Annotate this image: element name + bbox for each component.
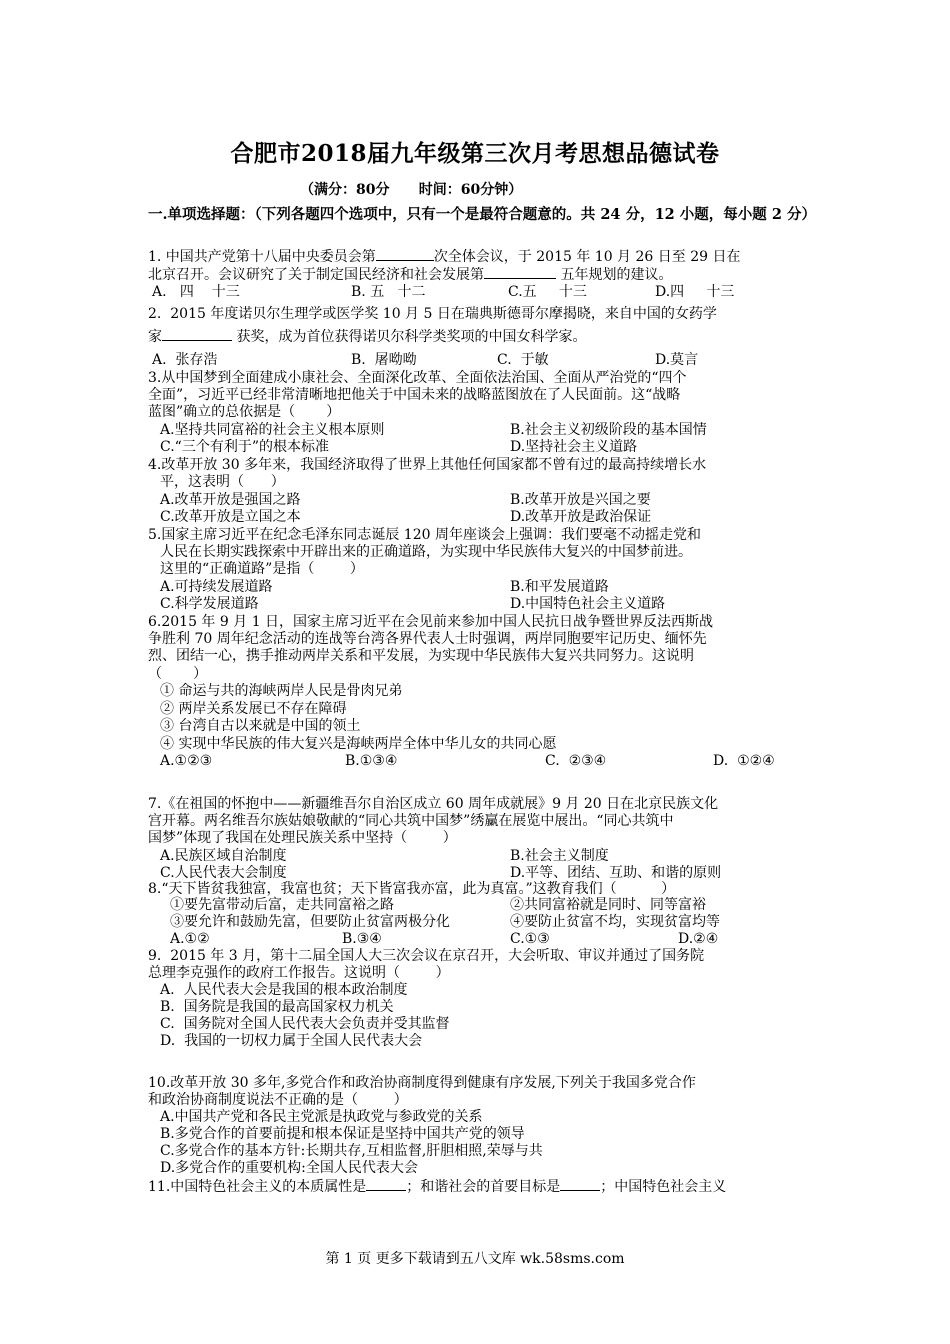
q2-option-a: A. 张存浩: [152, 352, 218, 368]
q6-statement-2: ② 两岸关系发展已不存在障碍: [160, 701, 347, 717]
q4-line2: 平，这表明（ ）: [160, 474, 285, 490]
q2-option-b: B. 屠呦呦: [351, 352, 417, 368]
q3-line3: 蓝图”确立的总依据是（ ）: [148, 404, 341, 420]
q4-line1: 4.改革开放 30 多年来，我国经济取得了世界上其他任何国家都不曾有过的最高持续增长水: [148, 457, 707, 473]
q7-option-d: D.平等、团结、互助、和谐的原则: [510, 865, 722, 881]
section-heading: 一.单项选择题：（下列各题四个选项中，只有一个是最符合题意的。共 24 分，12 小题，每小题 2 分）: [148, 206, 816, 223]
q4-option-a: A.改革开放是强国之路: [160, 492, 301, 508]
answer-blank: [560, 1178, 600, 1191]
q6-option-d: D. ①②④: [713, 753, 775, 769]
q1-line1: 1. 中国共产党第十八届中央委员会第 次全体会议，于 2015 年 10 月 26 日至 29 日在: [148, 249, 741, 265]
q2-line2: 家 获奖，成为首位获得诺贝尔科学类奖项的中国女科学家。: [148, 329, 587, 345]
q4-option-d: D.改革开放是政治保证: [510, 509, 652, 525]
q10-option-c: C.多党合作的基本方针:长期共存,互相监督,肝胆相照,荣辱与共: [160, 1143, 543, 1159]
q2-option-c: C. 于敏: [497, 352, 549, 368]
q2-option-d: D.莫言: [655, 352, 699, 368]
q8-option-a: A.①②: [170, 931, 210, 947]
q8-option-b: B.③④: [342, 931, 382, 947]
answer-blank: [376, 248, 434, 261]
q6-statement-3: ③ 台湾自古以来就是中国的领土: [160, 718, 361, 734]
q3-option-a: A.坚持共同富裕的社会主义根本原则: [160, 422, 385, 438]
q9-line2: 总理李克强作的政府工作报告。这说明（ ）: [148, 965, 450, 981]
q10-line1: 10.改革开放 30 多年,多党合作和政治协商制度得到健康有序发展,下列关于我国多党合作: [148, 1075, 696, 1091]
q11-line1: 11.中国特色社会主义的本质属性是 ；和谐社会的首要目标是 ；中国特色社会主义: [148, 1179, 727, 1195]
q5-option-d: D.中国特色社会主义道路: [510, 596, 666, 612]
answer-blank: [484, 266, 556, 279]
q6-option-b: B.①③④: [345, 753, 398, 769]
q1-option-d: D.四 十三: [655, 284, 735, 300]
q10-option-a: A.中国共产党和各民主党派是执政党与参政党的关系: [160, 1109, 483, 1125]
q10-option-d: D.多党合作的重要机构:全国人民代表大会: [160, 1160, 418, 1176]
q5-line3: 这里的“正确道路”是指（ ）: [160, 561, 364, 577]
q8-statement-2: ②共同富裕就是同时、同等富裕: [510, 897, 706, 913]
q6-statement-1: ① 命运与共的海峡两岸人民是骨肉兄弟: [160, 683, 403, 699]
q4-option-c: C.改革开放是立国之本: [160, 509, 301, 525]
q3-line1: 3.从中国梦到全面建成小康社会、全面深化改革、全面依法治国、全面从严治党的“四个: [148, 370, 687, 386]
q8-option-d: D.②④: [678, 931, 719, 947]
exam-subtitle: （满分：80分 时间：60分钟）: [300, 182, 523, 198]
q2-line1: 2. 2015 年度诺贝尔生理学或医学奖 10 月 5 日在瑞典斯德哥尔摩揭晓，来自中国的女药学: [148, 306, 717, 322]
q5-option-c: C.科学发展道路: [160, 596, 259, 612]
q8-statement-4: ④要防止贫富不均，实现贫富均等: [510, 914, 720, 930]
q1-option-c: C.五 十三: [508, 284, 587, 300]
q8-line1: 8.“天下皆贫我独富，我富也贫；天下皆富我亦富，此为真富。”这教育我们（ ）: [148, 881, 676, 897]
q3-option-d: D.坚持社会主义道路: [510, 439, 638, 455]
q8-statement-3: ③要允许和鼓励先富，但要防止贫富两极分化: [170, 914, 450, 930]
q9-option-a: A. 人民代表大会是我国的根本政治制度: [160, 982, 408, 998]
q9-option-d: D. 我国的一切权力属于全国人民代表大会: [160, 1033, 423, 1049]
q9-line1: 9. 2015 年 3 月，第十二届全国人大三次会议在京召开，大会听取、审议并通过了国务院: [148, 948, 705, 964]
q9-option-c: C. 国务院对全国人民代表大会负责并受其监督: [160, 1016, 450, 1032]
q5-option-b: B.和平发展道路: [510, 579, 609, 595]
q7-line2: 宫开幕。两名维吾尔族姑娘敬献的“同心共筑中国梦”绣臝在展览中展出。“同心共筑中: [148, 813, 674, 829]
q8-statement-1: ①要先富带动后富，走共同富裕之路: [170, 897, 394, 913]
q6-line4: （ ）: [148, 666, 208, 682]
q7-line3: 国梦”体现了我国在处理民族关系中坚持（ ）: [148, 830, 457, 846]
q1-line2: 北京召开。会议研究了关于制定国民经济和社会发展第 五年规划的建议。: [148, 267, 673, 283]
page-footer: 第 1 页 更多下载请到五八文库 wk.58sms.com: [325, 1251, 625, 1267]
q7-line1: 7.《在祖国的怀抱中——新疆维吾尔自治区成立 60 周年成就展》9 月 20 日在北京民族文化: [148, 796, 719, 812]
q5-option-a: A.可持续发展道路: [160, 579, 273, 595]
q9-option-b: B. 国务院是我国的最高国家权力机关: [160, 999, 394, 1015]
q6-line3: 烈、团结一心，携手推动两岸关系和平发展，为实现中华民族伟大复兴共同努力。这说明: [148, 648, 694, 664]
q8-option-c: C.①③: [510, 931, 550, 947]
q1-option-a: A. 四 十三: [152, 284, 240, 300]
q6-line2: 争胜利 70 周年纪念活动的连战等台湾各界代表人士时强调，两岸同胞要牢记历史、缅怀先: [148, 631, 707, 647]
q6-option-a: A.①②③: [160, 753, 213, 769]
answer-blank: [162, 328, 232, 341]
q3-line2: 全面”，习近平已经非常清晰地把他关于中国未来的战略蓝图放在了人民面前。这“战略: [148, 387, 681, 403]
q1-option-b: B. 五 十二: [351, 284, 426, 300]
q7-option-a: A.民族区域自治制度: [160, 848, 287, 864]
q7-option-c: C.人民代表大会制度: [160, 865, 287, 881]
q4-option-b: B.改革开放是兴国之要: [510, 492, 651, 508]
q5-line2: 人民在长期实践探索中开辟出来的正确道路，为实现中华民族伟大复兴的中国梦前进。: [160, 544, 692, 560]
q6-line1: 6.2015 年 9 月 1 日，国家主席习近平在会见前来参加中国人民抗日战争暨世界反法西斯战: [148, 614, 714, 630]
q3-option-b: B.社会主义初级阶段的基本国情: [510, 422, 707, 438]
answer-blank: [366, 1178, 406, 1191]
q7-option-b: B.社会主义制度: [510, 848, 609, 864]
q5-line1: 5.国家主席习近平在纪念毛泽东同志诞辰 120 周年座谈会上强调：我们要毫不动摇走党和: [148, 527, 701, 543]
q3-option-c: C.“三个有利于”的根本标准: [160, 439, 329, 455]
q6-statement-4: ④ 实现中华民族的伟大复兴是海峡两岸全体中华儿女的共同心愿: [160, 736, 557, 752]
q10-option-b: B.多党合作的首要前提和根本保证是坚持中国共产党的领导: [160, 1126, 525, 1142]
exam-title: 合肥市2018届九年级第三次月考思想品德试卷: [230, 140, 720, 167]
q6-option-c: C. ②③④: [545, 753, 607, 769]
q10-line2: 和政治协商制度说法不正确的是（ ）: [148, 1092, 408, 1108]
